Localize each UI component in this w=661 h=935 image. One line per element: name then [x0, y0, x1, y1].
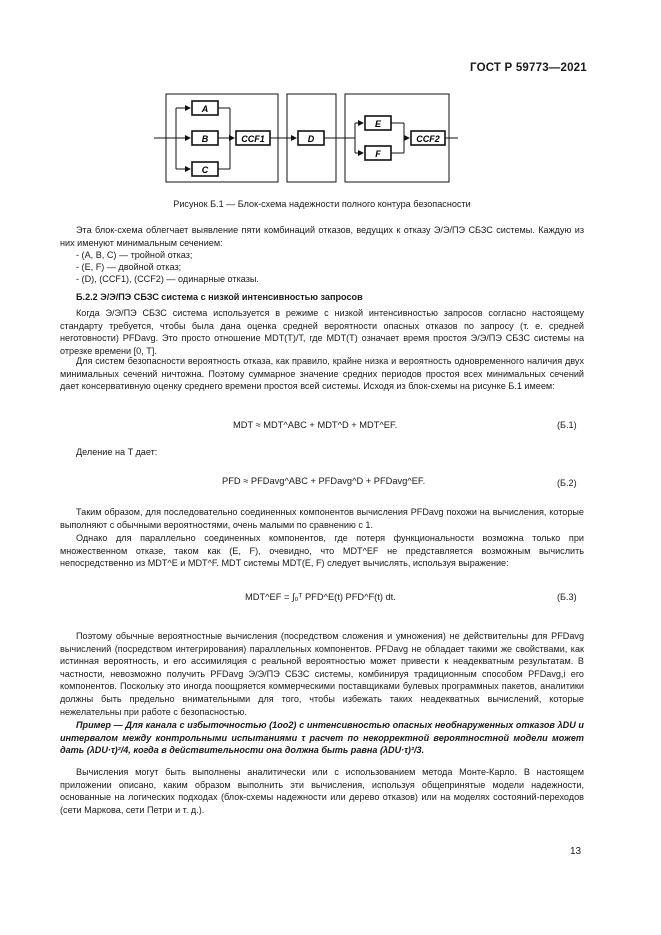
figure-caption: Рисунок Б.1 — Блок-схема надежности полного контура безопасности — [173, 199, 471, 209]
reliability-block-diagram — [150, 90, 460, 186]
section-title: Б.2.2 Э/Э/ПЭ СБЗС система с низкой интенсивностью запросов — [76, 292, 363, 302]
label-c: C — [201, 165, 209, 175]
label-ccf2: CCF2 — [416, 134, 440, 144]
label-e: E — [374, 119, 382, 129]
paragraph-7: Поэтому обычные вероятностные вычисления (посредством сложения и умножения) не действительны для PFDavg вычислений (посредством интегрирования) параллельных компонентов. PFDavg не обладает такими же свойствами, как истинная вероятность, и его ассимиляция с реальной вероятностью может привести к неадекватным результатам. В частности, невозможно получить PFDavg Э/Э/ПЭ СБЗС системы, комбинируя традиционным способом PFDavg,i его компонентов. Поскольку это иногда поощряется коммерческими поставщиками булевых программных пакетов, аналитики должны быть предельно внимательными для того, чтобы избежать таких неадекватных вычислений, которые нежелательны при работе с безопасностью. — [60, 631, 584, 717]
paragraph-4: Деление на T дает: — [76, 447, 158, 457]
equation-b3: MDT^EF = ∫₀ᵀ PFD^E(t) PFD^F(t) dt. — [245, 592, 396, 602]
label-f: F — [375, 149, 381, 159]
list-item: - (D), (CCF1), (CCF2) — одинарные отказы. — [76, 274, 259, 284]
equation-number: (Б.2) — [557, 478, 577, 488]
paragraph-2: Когда Э/Э/ПЭ СБЗС система используется в режиме с низкой интенсивностью запросов согласно настоящему стандарту требуется, чтобы была дана оценка средней вероятности опасных отказов по запросу (т. е. средней неготовности) PFDavg. Это просто отношение MDT(T)/T, где MDT(T) означает время простоя Э/Э/ПЭ СБЗС системы на отрезке времени [0, T]. — [60, 308, 584, 356]
equation-number: (Б.3) — [557, 592, 577, 602]
paragraph-6: Однако для параллельно соединенных компонентов, где потеря функциональности возможна только при множественном отказе, таком как (E, F), очевидно, что MDT^EF не представляется возможным вычислить непосредственно из MDT^E и MDT^F. MDT системы MDT(E, F) следует вычислять, используя выражение: — [60, 533, 584, 569]
equation-b2: PFD ≈ PFDavg^ABC + PFDavg^D + PFDavg^EF. — [222, 476, 426, 486]
equation-b1: MDT ≈ MDT^ABC + MDT^D + MDT^EF. — [233, 420, 398, 430]
paragraph-5: Таким образом, для последовательно соединенных компонентов вычисления PFDavg похожи на вычисления, которые выполняют с обычными вероятностями, очень малыми по сравнению с 1. — [60, 507, 584, 530]
label-b: B — [201, 134, 209, 144]
paragraph-8: Вычисления могут быть выполнены аналитически или с использованием метода Монте-Карло. В настоящем приложении описано, каким образом выполнить эти вычисления, используя общепринятые модели надежности, основанные на логических подходах (блок-схемы надежности или дерево отказов) или на моделях состояний-переходов (сети Маркова, сети Петри и т. д.). — [60, 767, 584, 815]
label-ccf1: CCF1 — [241, 134, 265, 144]
page-number: 13 — [570, 846, 582, 857]
example-note: Пример — Для канала с избыточностью (1оо2) с интенсивностью опасных необнаруженных отказов λDU и интервалом между контрольными испытаниями τ расчет по некорректной вероятностной модели может дать (λDU·τ)²/4, когда в действительности она должна быть равна (λDU·τ)²/3. — [60, 720, 584, 756]
paragraph-1: Эта блок-схема облегчает выявление пяти комбинаций отказов, ведущих к отказу Э/Э/ПЭ СБЗС системы. Каждую из них именуют минимальным сечением: — [60, 225, 584, 248]
label-a: A — [201, 104, 209, 114]
standard-header: ГОСТ Р 59773—2021 — [470, 62, 587, 74]
list-item: - (E, F) — двойной отказ; — [76, 262, 182, 272]
paragraph-3: Для систем безопасности вероятность отказа, как правило, крайне низка и вероятность одновременного наличия двух минимальных сечений ничтожна. Поэтому суммарное значение средних периодов простоя всех минимальных сечений дает консервативную оценку среднего времени простоя всей системы. Исходя из блок-схемы на рисунке Б.1 имеем: — [60, 356, 584, 392]
list-item: - (A, B, C) — тройной отказ; — [76, 250, 193, 260]
label-d: D — [307, 134, 315, 144]
equation-number: (Б.1) — [557, 420, 577, 430]
